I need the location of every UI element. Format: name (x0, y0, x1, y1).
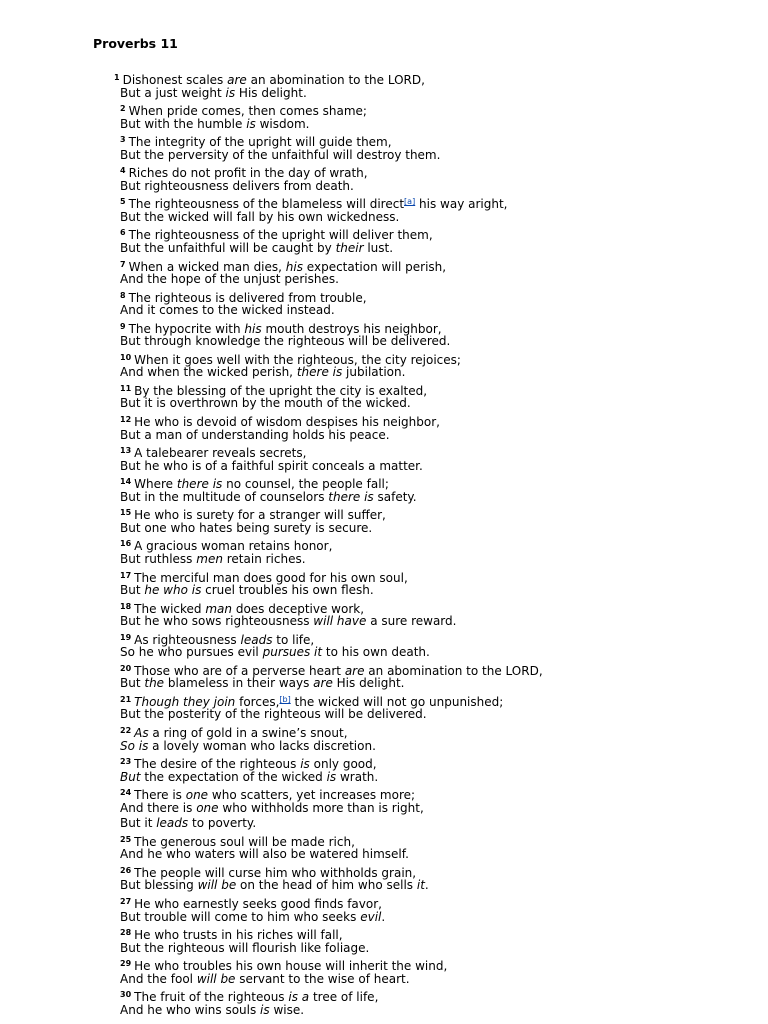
verse-text: So he who pursues evil (120, 645, 263, 660)
verse-line (0, 412, 768, 428)
verse-text: to life, (272, 632, 315, 647)
italic-text: are (227, 73, 247, 87)
verse (0, 225, 768, 256)
verse-text: A talebearer reveals secrets, (134, 446, 307, 461)
italic-text: leads (240, 632, 273, 647)
verse-text: a sure reward. (366, 614, 457, 629)
verse (0, 194, 768, 225)
italic-text: there is (296, 365, 343, 380)
verse-number: 8 (120, 290, 126, 300)
verse-text: But one who hates being surety is secure. (120, 520, 373, 535)
verse (0, 536, 768, 567)
verse-line (0, 956, 768, 972)
verse-number: 11 (120, 383, 132, 393)
verse-line (0, 630, 768, 646)
verse-line (0, 459, 768, 475)
verse-text: A gracious woman retains honor, (134, 539, 333, 554)
verse-number: 22 (120, 725, 132, 735)
verse-text: Those who are of a perverse heart (134, 663, 345, 678)
verse-line (0, 70, 768, 86)
verse-line (0, 225, 768, 241)
verse-text: forces, (235, 694, 280, 709)
verse-line (0, 645, 768, 661)
verse-line (0, 770, 768, 786)
verse (0, 505, 768, 536)
verse-text: Dishonest scales (122, 73, 228, 87)
italic-text: is (300, 757, 310, 772)
verse (0, 894, 768, 925)
verse-line (0, 86, 768, 102)
verse (0, 474, 768, 505)
italic-text: Though they join (134, 694, 236, 709)
verse-text: tree of life, (309, 990, 379, 1005)
verse-number: 26 (120, 865, 132, 875)
verse-number: 17 (120, 570, 132, 580)
verse-text: the wicked will not go unpunished; (290, 694, 504, 709)
verse-text: As righteousness (134, 632, 241, 647)
verse (0, 412, 768, 443)
verse-text: And he who wins souls (120, 1002, 261, 1017)
verse-text: . (424, 878, 429, 893)
verse-text: who scatters, yet increases more; (208, 788, 416, 803)
verse-text: When pride comes, then comes shame; (128, 104, 367, 119)
verse (0, 70, 768, 101)
verse-line (0, 505, 768, 521)
verse-text: to poverty. (188, 816, 257, 831)
italic-text: will be (197, 878, 237, 893)
verse (0, 630, 768, 661)
verse (0, 257, 768, 288)
verse-text: blameless in their ways (164, 676, 314, 691)
verse-line (0, 117, 768, 133)
page-title: Proverbs 11 (93, 36, 178, 51)
verse-text: But he who is of a faithful spirit conceals a matter. (120, 458, 423, 473)
footnote-link[interactable]: [a] (404, 197, 416, 207)
verse (0, 288, 768, 319)
verse-text: a lovely woman who lacks discretion. (148, 738, 376, 753)
verse-number: 29 (120, 959, 132, 969)
verse-line (0, 381, 768, 397)
verse-text: The generous soul will be made rich, (134, 834, 355, 849)
italic-text: the (144, 676, 165, 691)
verse-text: And the fool (120, 971, 197, 986)
verse-text: no counsel, the people fall; (222, 477, 389, 492)
verse-number: 2 (120, 104, 126, 114)
verse-text: safety. (373, 489, 417, 504)
verse-text: But the posterity of the righteous will be delivered. (120, 707, 427, 722)
verse-line (0, 319, 768, 335)
verse-line (0, 194, 768, 210)
verse-text: But in the multitude of counselors (120, 489, 329, 504)
verse-text: But (120, 676, 145, 691)
verse-line (0, 350, 768, 366)
verse-number: 3 (120, 135, 126, 145)
verse-list (0, 70, 768, 1018)
verse-number: 20 (120, 663, 132, 673)
verse-line (0, 754, 768, 770)
verse-text: But with the humble (120, 116, 247, 131)
italic-text: his (244, 321, 262, 336)
verse (0, 319, 768, 350)
verse-text: . (381, 909, 386, 924)
verse-text: The wicked (134, 601, 206, 616)
verse-text: But a man of understanding holds his peace. (120, 427, 390, 442)
verse-text: And there is (120, 800, 197, 815)
italic-text: is (260, 1002, 270, 1017)
verse-line (0, 474, 768, 490)
verse-text: But blessing (120, 878, 198, 893)
verse-text: But the unfaithful will be caught by (120, 241, 336, 256)
italic-text: is (225, 85, 236, 100)
verse-number: 19 (120, 632, 132, 642)
verse-line (0, 816, 768, 832)
verse-line (0, 801, 768, 817)
verse-number: 12 (120, 415, 132, 425)
verse-text: The integrity of the upright will guide them, (128, 135, 392, 150)
verse-text: The fruit of the righteous (134, 990, 289, 1005)
verse-line (0, 785, 768, 801)
verse-text: an abomination to the LORD, (364, 663, 543, 678)
verse-text: wrath. (336, 769, 379, 784)
italic-text: it (416, 878, 425, 893)
verse (0, 163, 768, 194)
verse-text: The people will curse him who withholds grain, (134, 865, 417, 880)
verse-line (0, 365, 768, 381)
verse-line (0, 179, 768, 195)
verse-line (0, 692, 768, 708)
verse-text: But it is overthrown by the mouth of the wicked. (120, 396, 411, 411)
verse-line (0, 614, 768, 630)
verse-text: He who trusts in his riches will fall, (134, 928, 343, 943)
verse-text: wise. (269, 1002, 305, 1017)
verse (0, 754, 768, 785)
verse-line (0, 941, 768, 957)
verse-text: his way aright, (415, 197, 508, 212)
verse (0, 599, 768, 630)
verse-line (0, 536, 768, 552)
verse-text: But ruthless (120, 551, 197, 566)
verse (0, 956, 768, 987)
italic-text: he who is (144, 583, 202, 598)
verse-line (0, 847, 768, 863)
verse-number: 4 (120, 166, 126, 176)
italic-text: As (134, 725, 149, 740)
verse-line (0, 257, 768, 273)
verse-line (0, 1003, 768, 1019)
verse-text: But it (120, 816, 157, 831)
italic-text: is (326, 769, 337, 784)
italic-text: there is (328, 489, 374, 504)
italic-text: man (205, 601, 233, 616)
verse-text: He who is surety for a stranger will suffer, (134, 508, 386, 523)
verse-line (0, 739, 768, 755)
verse-number: 27 (120, 896, 132, 906)
verse-line (0, 707, 768, 723)
verse-text: And it comes to the wicked instead. (120, 303, 335, 318)
verse-number: 10 (120, 352, 132, 362)
verse-text: And when the wicked perish, (120, 365, 297, 380)
italic-text: there is (176, 477, 223, 492)
verse-number: 28 (120, 928, 132, 938)
verse-line (0, 132, 768, 148)
verse-text: But righteousness delivers from death. (120, 178, 354, 193)
italic-text: pursues it (262, 645, 323, 660)
italic-text: his (285, 259, 303, 274)
verse-text: retain riches. (222, 551, 306, 566)
verse-line (0, 241, 768, 257)
verse-number: 23 (120, 757, 132, 767)
verse-number: 7 (120, 259, 126, 269)
verse (0, 350, 768, 381)
verse-line (0, 863, 768, 879)
italic-text: is (246, 116, 256, 131)
verse-line (0, 894, 768, 910)
italic-text: one (185, 788, 209, 803)
footnote-link[interactable]: [b] (279, 694, 291, 704)
verse-line (0, 676, 768, 692)
verse-line (0, 288, 768, 304)
italic-text: will be (196, 971, 236, 986)
verse-text: But trouble will come to him who seeks (120, 909, 361, 924)
italic-text: their (335, 241, 364, 256)
verse-text: His delight. (332, 676, 405, 691)
verse-line (0, 148, 768, 164)
verse-text: the expectation of the wicked (140, 769, 327, 784)
verse-text: The desire of the righteous (134, 757, 301, 772)
verse-text: But a just weight (120, 85, 226, 100)
verse-line (0, 925, 768, 941)
verse-text: lust. (363, 241, 394, 256)
verse-text: By the blessing of the upright the city is exalted, (134, 383, 428, 398)
verse-text: There is (134, 788, 186, 803)
verse-line (0, 832, 768, 848)
verse-line (0, 490, 768, 506)
verse-text: The righteousness of the blameless will direct (128, 197, 405, 212)
verse (0, 692, 768, 723)
verse-line (0, 163, 768, 179)
verse-text: jubilation. (342, 365, 406, 380)
verse-text: His delight. (235, 85, 307, 100)
verse-line (0, 972, 768, 988)
verse-number: 5 (120, 197, 126, 207)
verse-text: who withholds more than is right, (218, 800, 424, 815)
verse-text: When it goes well with the righteous, the city rejoices; (134, 352, 461, 367)
italic-text: So is (120, 738, 149, 753)
verse-text: But the righteous will flourish like foliage. (120, 940, 370, 955)
verse-line (0, 723, 768, 739)
verse (0, 723, 768, 754)
verse-text: But the wicked will fall by his own wickedness. (120, 209, 400, 224)
verse-line (0, 583, 768, 599)
verse-number: 18 (120, 601, 132, 611)
verse-text: wisdom. (255, 116, 310, 131)
verse-line (0, 334, 768, 350)
verse-text: He who troubles his own house will inherit the wind, (134, 959, 448, 974)
verse-line (0, 101, 768, 117)
verse-line (0, 599, 768, 615)
verse-number: 6 (120, 228, 126, 238)
italic-text: evil (360, 909, 382, 924)
verse (0, 132, 768, 163)
italic-text: one (196, 800, 219, 815)
verse-line (0, 272, 768, 288)
verse-text: servant to the wise of heart. (235, 971, 410, 986)
italic-text: are (344, 663, 365, 678)
verse (0, 863, 768, 894)
verse-number: 30 (120, 990, 132, 1000)
verse (0, 101, 768, 132)
verse-number: 24 (120, 788, 132, 798)
verse-number: 9 (120, 321, 126, 331)
verse-line (0, 878, 768, 894)
verse-number: 1 (114, 73, 120, 82)
verse (0, 381, 768, 412)
verse-number: 16 (120, 539, 132, 549)
verse-line (0, 210, 768, 226)
verse-text: And he who waters will also be watered himself. (120, 847, 409, 862)
verse (0, 832, 768, 863)
verse-line (0, 396, 768, 412)
verse-line (0, 552, 768, 568)
verse-text: The righteous is delivered from trouble, (128, 290, 367, 305)
verse-number: 21 (120, 694, 132, 704)
verse-number: 15 (120, 508, 132, 518)
verse-line (0, 568, 768, 584)
verse-number: 13 (120, 446, 132, 456)
verse-text: only good, (309, 757, 377, 772)
verse-text: The hypocrite with (128, 321, 245, 336)
italic-text: But (120, 769, 141, 784)
verse-text: And the hope of the unjust perishes. (120, 272, 339, 287)
verse-text: Where (134, 477, 177, 492)
verse-text: mouth destroys his neighbor, (261, 321, 442, 336)
verse-line (0, 428, 768, 444)
verse-number: 25 (120, 834, 132, 844)
italic-text: men (196, 551, 223, 566)
verse (0, 443, 768, 474)
verse-line (0, 910, 768, 926)
verse (0, 661, 768, 692)
italic-text: are (313, 676, 333, 691)
verse-text: When a wicked man dies, (128, 259, 286, 274)
italic-text: is a (288, 990, 310, 1005)
italic-text: will have (313, 614, 367, 629)
verse-text: But through knowledge the righteous will be delivered. (120, 334, 451, 349)
verse-text: a ring of gold in a swine’s snout, (148, 725, 348, 740)
verse-text: But he who sows righteousness (120, 614, 314, 629)
verse-text: Riches do not profit in the day of wrath, (128, 166, 368, 181)
verse-text: He who is devoid of wisdom despises his neighbor, (134, 415, 440, 430)
verse-text: He who earnestly seeks good finds favor, (134, 896, 382, 911)
verse-text: But (120, 583, 145, 598)
italic-text: leads (156, 816, 189, 831)
verse (0, 987, 768, 1018)
verse (0, 568, 768, 599)
verse-text: But the perversity of the unfaithful will destroy them. (120, 147, 441, 162)
verse-text: on the head of him who sells (236, 878, 417, 893)
verse-text: The righteousness of the upright will deliver them, (128, 228, 433, 243)
verse-text: The merciful man does good for his own soul, (134, 570, 408, 585)
verse (0, 925, 768, 956)
verse-text: an abomination to the LORD, (246, 73, 425, 87)
verse-text: to his own death. (322, 645, 430, 660)
verse-number: 14 (120, 477, 132, 487)
verse-line (0, 521, 768, 537)
verse-line (0, 661, 768, 677)
verse-text: does deceptive work, (232, 601, 365, 616)
verse-line (0, 443, 768, 459)
verse-line (0, 987, 768, 1003)
verse-text: expectation will perish, (302, 259, 447, 274)
verse-line (0, 303, 768, 319)
verse (0, 785, 768, 832)
verse-text: cruel troubles his own flesh. (201, 583, 374, 598)
